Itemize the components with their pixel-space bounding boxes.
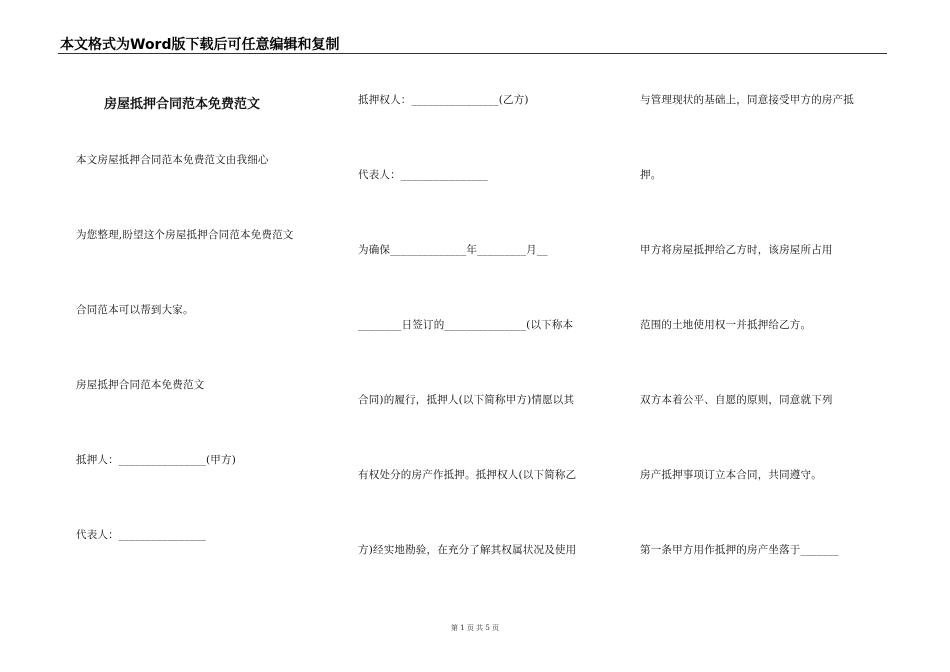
paragraph-line: 为确保______________年_________月__ xyxy=(358,244,548,256)
paragraph-line: 合同)的履行，抵押人(以下简称甲方)情愿以其 xyxy=(358,394,575,406)
paragraph-line: 房屋抵押合同范本免费范文 xyxy=(76,379,205,391)
banner-divider xyxy=(58,53,887,54)
document-banner: 本文格式为Word版下载后可任意编辑和复制 xyxy=(60,37,340,53)
paragraph-line: ________日签订的_______________(以下称本 xyxy=(358,319,574,331)
text-column-2 xyxy=(358,60,608,620)
document-title: 房屋抵押合同范本免费范文 xyxy=(104,97,261,112)
paragraph-line: 双方本着公平、自愿的原则，同意就下列 xyxy=(640,394,833,406)
page-number: 第 1 页 共 5 页 xyxy=(450,624,500,632)
paragraph-line: 与管理现状的基础上，同意接受甲方的房产抵 xyxy=(640,94,854,106)
paragraph-line: 押。 xyxy=(640,169,662,181)
text-column-3 xyxy=(640,60,890,620)
paragraph-line: 抵押人：________________(甲方) xyxy=(76,454,236,466)
paragraph-line: 本文房屋抵押合同范本免费范文由我细心 xyxy=(76,154,269,166)
paragraph-line: 合同范本可以帮到大家。 xyxy=(76,304,194,316)
paragraph-line: 代表人：________________ xyxy=(76,529,206,541)
paragraph-line: 方)经实地勘验，在充分了解其权属状况及使用 xyxy=(358,544,577,556)
paragraph-line: 有权处分的房产作抵押。抵押权人(以下简称乙 xyxy=(358,469,577,481)
paragraph-line: 房产抵押事项订立本合同，共同遵守。 xyxy=(640,469,822,481)
paragraph-line: 第一条甲方用作抵押的房产坐落于_______ xyxy=(640,544,839,556)
paragraph-line: 甲方将房屋抵押给乙方时，该房屋所占用 xyxy=(640,244,833,256)
text-column-1 xyxy=(76,60,324,620)
paragraph-line: 为您整理,盼望这个房屋抵押合同范本免费范文 xyxy=(76,229,294,241)
paragraph-line: 代表人：________________ xyxy=(358,169,488,181)
paragraph-line: 抵押权人：________________(乙方) xyxy=(358,94,529,106)
paragraph-line: 范围的土地使用权一并抵押给乙方。 xyxy=(640,319,812,331)
